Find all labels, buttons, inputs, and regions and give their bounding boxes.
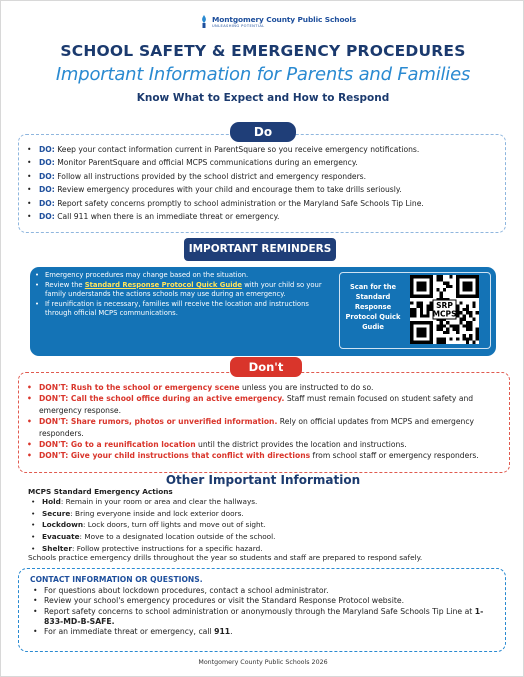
- do-item: [25, 143, 501, 156]
- dont-emphasis: Give your child instructions that conflict with directions: [68, 451, 311, 461]
- dont-item: [25, 416, 507, 439]
- contact-list: [30, 586, 500, 637]
- do-key: DO:: [39, 185, 55, 195]
- do-item: [25, 156, 501, 169]
- do-text: Monitor ParentSquare and official MCPS communications during an emergency.: [54, 158, 358, 168]
- contact-item: [30, 627, 500, 637]
- dont-emphasis: Share rumors, photos or unverified information.: [68, 417, 278, 427]
- logo-tagline: UNLEASHING POTENTIAL: [212, 24, 265, 28]
- page-footer: Montgomery County Public Schools 2026: [198, 659, 328, 666]
- emergency-number: 911: [214, 627, 231, 637]
- logo-name: Montgomery County Public Schools: [212, 15, 357, 24]
- dont-key: DON'T:: [39, 451, 69, 461]
- do-text: Call 911 when there is an immediate threat or emergency.: [54, 212, 280, 222]
- dont-key: DON'T:: [39, 383, 69, 392]
- reminder-item: • Emergency procedures may change based on the situation.: [35, 271, 335, 281]
- action-desc: : Remain in your room or area and clear the hallways.: [60, 497, 258, 506]
- do-text: Keep your contact information current in ParentSquare so you receive emergency notifications.: [54, 145, 420, 154]
- action-item: [28, 519, 498, 531]
- action-desc: : Move to a designated location outside of the school.: [79, 532, 276, 542]
- dont-item: [25, 439, 507, 450]
- dont-section-label: Don't: [230, 357, 302, 377]
- dont-text: Rely on official updates from MCPS and emergency responders.: [39, 417, 475, 438]
- reminder-item: • If reunification is necessary, families will receive the location and instructions through official MCPS communications.: [35, 300, 335, 319]
- reminder-item: [35, 281, 335, 300]
- contact-text: Report safety concerns to school administration or anonymously through the Maryland Safe Schools Tip Line at: [44, 606, 475, 616]
- action-term: Shelter: [42, 543, 72, 553]
- reminder-text: with your child so your family understands the actions schools may use during an emergency.: [45, 280, 322, 299]
- emergency-actions-heading: MCPS Standard Emergency Actions: [28, 487, 173, 496]
- action-term: Evacuate: [42, 532, 80, 542]
- dont-item: [25, 382, 507, 393]
- action-item: [28, 508, 498, 520]
- dont-list: [25, 382, 507, 462]
- dont-text: until the district provides the location and instructions.: [195, 440, 407, 450]
- dont-key: DON'T:: [39, 417, 69, 427]
- page-tagline: Know What to Expect and How to Respond: [136, 92, 390, 104]
- action-term: Secure: [42, 508, 71, 518]
- do-key: DO:: [39, 158, 55, 168]
- do-list: [25, 143, 501, 223]
- contact-text: For an immediate threat or emergency, call: [44, 627, 215, 637]
- do-key: DO:: [39, 171, 55, 181]
- contact-item: • Review your school's emergency procedures or visit the Standard Response Protocol website.: [30, 596, 500, 606]
- action-desc: : Bring everyone inside and lock exterior doors.: [70, 508, 244, 518]
- contact-item: • For questions about lockdown procedures, contact a school administrator.: [30, 586, 500, 596]
- do-key: DO:: [39, 145, 55, 154]
- do-section-label: Do: [230, 122, 296, 142]
- other-info-title: Other Important Information: [165, 473, 361, 487]
- dont-emphasis: Call the school office during an active emergency.: [68, 394, 285, 404]
- qr-code-icon[interactable]: [410, 275, 479, 344]
- tip-line-number: 1-833-MD-B-SAFE.: [44, 606, 484, 626]
- dont-text: unless you are instructed to do so.: [239, 383, 374, 392]
- dont-emphasis: Go to a reunification location: [68, 440, 196, 450]
- emergency-actions-list: [28, 496, 498, 555]
- do-text: Review emergency procedures with your child and encourage them to take drills seriously.: [54, 185, 402, 195]
- mcps-logo: [199, 15, 356, 28]
- do-item: [25, 210, 501, 223]
- dont-item: [25, 393, 507, 416]
- do-key: DO:: [39, 198, 55, 208]
- action-term: Lockdown: [42, 520, 84, 530]
- page-title: SCHOOL SAFETY & EMERGENCY PROCEDURES: [60, 42, 466, 60]
- page-subtitle: Important Information for Parents and Families: [55, 64, 471, 85]
- action-desc: : Lock doors, turn off lights and move out of sight.: [83, 520, 266, 530]
- do-item: [25, 197, 501, 210]
- do-key: DO:: [39, 212, 55, 222]
- do-item: [25, 170, 501, 183]
- action-item: [28, 531, 498, 543]
- reminder-text: Review the: [45, 280, 85, 289]
- dont-text: from school staff or emergency responders.: [310, 451, 479, 461]
- contact-text: .: [230, 627, 233, 637]
- action-item: [28, 496, 498, 508]
- reminders-list: [35, 271, 335, 319]
- drills-note: Schools practice emergency drills throughout the year so students and staff are prepared to respond safely.: [28, 553, 423, 562]
- qr-center-text-1: SRP: [436, 301, 453, 311]
- reminders-label: IMPORTANT REMINDERS: [184, 238, 336, 261]
- dont-key: DON'T:: [39, 394, 69, 404]
- qr-scan-label: Scan for the Standard Response Protocol Quick Gudie: [345, 283, 401, 331]
- dont-emphasis: Rush to the school or emergency scene: [68, 383, 240, 392]
- action-desc: : Follow protective instructions for a specific hazard.: [71, 543, 263, 553]
- qr-center-text-2: MCPS: [432, 309, 457, 319]
- do-text: Report safety concerns promptly to school administration or the Maryland Safe Schools Tip Line.: [54, 198, 424, 208]
- contact-item: [30, 607, 500, 628]
- dont-text: Staff must remain focused on student safety and emergency response.: [39, 394, 474, 415]
- action-term: Hold: [42, 497, 61, 506]
- dont-item: [25, 450, 507, 461]
- contact-title: CONTACT INFORMATION OR QUESTIONS.: [30, 575, 203, 584]
- torch-logo-icon: [199, 15, 209, 28]
- do-text: Follow all instructions provided by the school district and emergency responders.: [54, 171, 367, 181]
- srp-quick-guide-link[interactable]: Standard Response Protocol Quick Guide: [84, 280, 243, 289]
- do-item: [25, 183, 501, 196]
- dont-key: DON'T:: [39, 440, 69, 450]
